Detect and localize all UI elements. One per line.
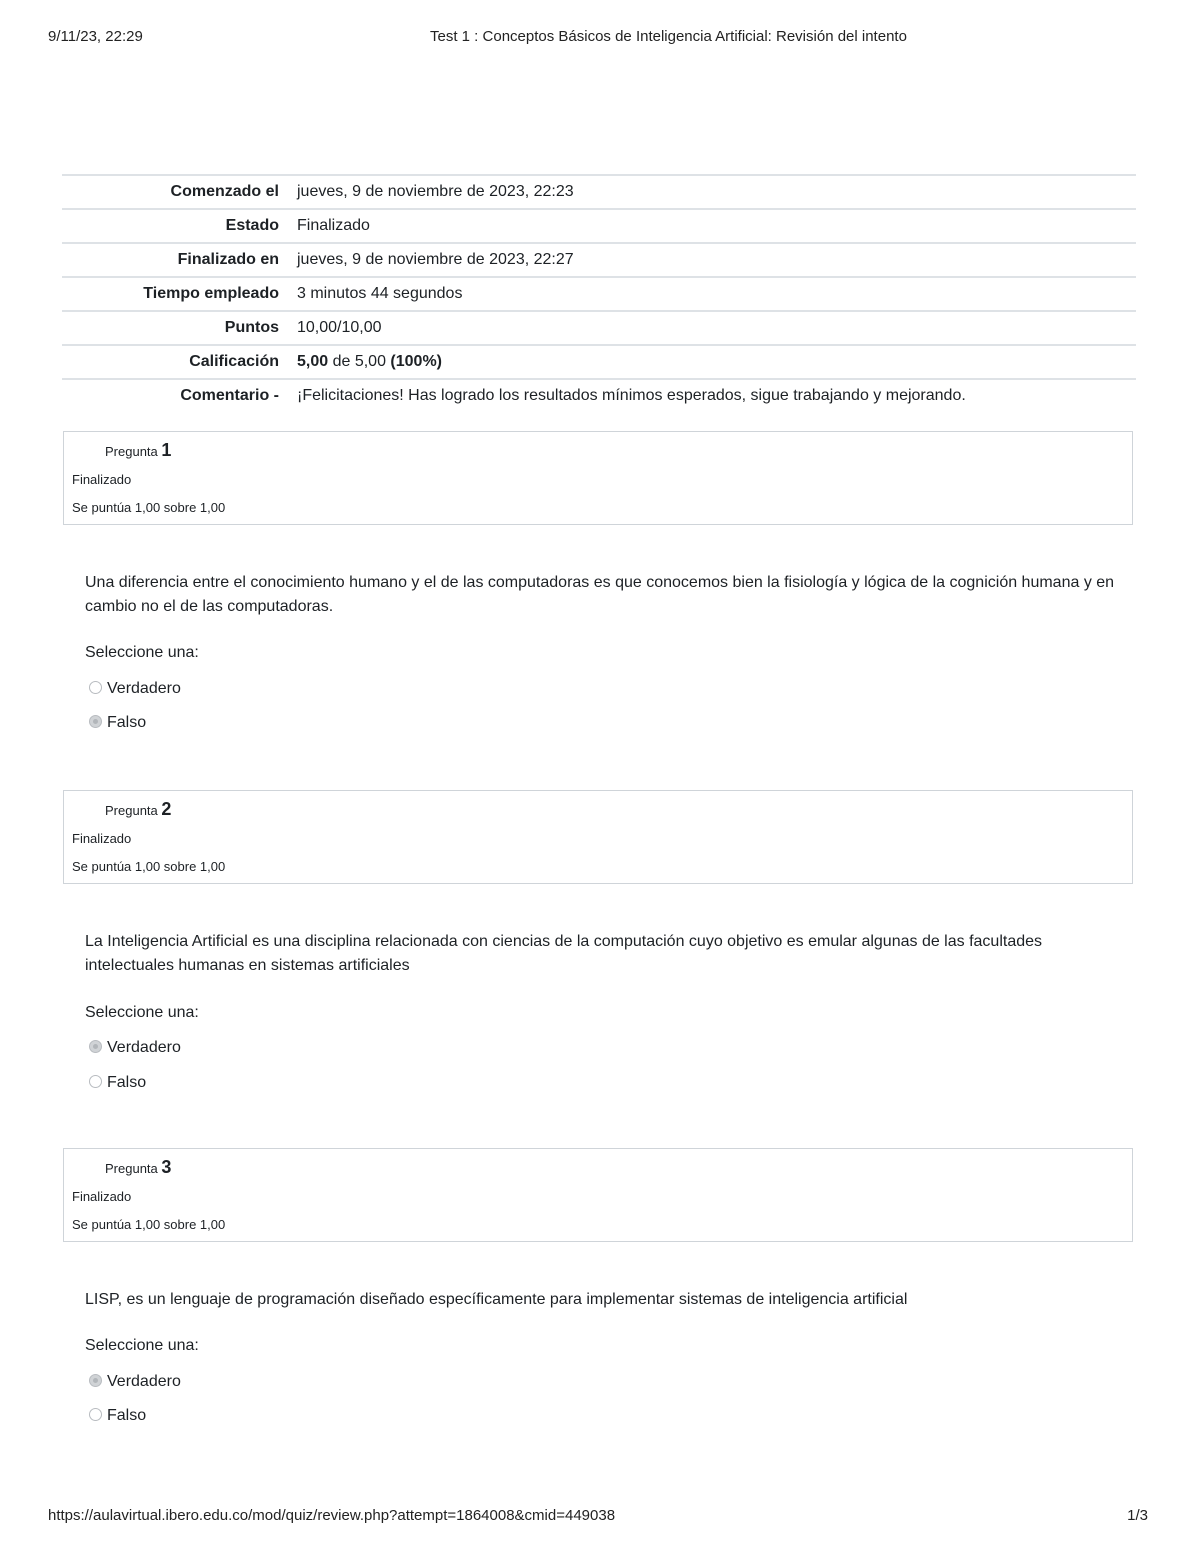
question-number [105,440,171,461]
answer-option[interactable] [89,1072,146,1094]
grade-of: de 5,00 [328,353,391,370]
summary-row [62,345,1136,379]
option-label: Verdadero [107,680,181,697]
summary-value: 10,00/10,00 [297,319,382,336]
question-grade: Se puntúa 1,00 sobre 1,00 [72,1217,226,1232]
question-number-value: 3 [161,1157,172,1177]
summary-value [295,345,1136,379]
question-prompt: Seleccione una: [85,1004,199,1021]
question-label: Pregunta [105,444,158,459]
option-label: Falso [107,1074,147,1091]
print-datetime: 9/11/23, 22:29 [48,28,143,45]
summary-value: Finalizado [297,217,370,234]
summary-row [62,175,1136,209]
attempt-summary-table [62,174,1136,412]
summary-label: Finalizado en [177,251,279,268]
question-state: Finalizado [72,472,132,487]
grade-percent: (100%) [390,353,442,370]
summary-value: ¡Felicitaciones! Has logrado los resultados mínimos esperados, sigue trabajando y mejorando. [297,387,966,404]
question-label: Pregunta [105,803,158,818]
question-text: Una diferencia entre el conocimiento humano y el de las computadoras es que conocemos bien la fisiología y lógica de la cognición humana y en cambio no el de las computadoras. [85,574,1115,615]
summary-label: Calificación [189,353,279,370]
option-label: Verdadero [107,1373,181,1390]
question-prompt: Seleccione una: [85,1337,199,1354]
summary-value: jueves, 9 de noviembre de 2023, 22:27 [297,251,574,268]
summary-value: jueves, 9 de noviembre de 2023, 22:23 [297,183,574,200]
question-info-box [63,790,1133,884]
question-info-box [63,1148,1133,1242]
radio-button-checked[interactable] [89,1040,102,1053]
question-number-value: 1 [161,440,172,460]
question-number [105,1157,171,1178]
answer-option[interactable] [89,1371,181,1393]
question-number-value: 2 [161,799,172,819]
summary-label: Estado [225,217,279,234]
radio-button[interactable] [89,681,102,694]
radio-button[interactable] [89,1075,102,1088]
page-number: 1/3 [1127,1507,1148,1524]
summary-row [62,277,1136,311]
summary-label: Tiempo empleado [143,285,279,302]
summary-row [62,243,1136,277]
question-label: Pregunta [105,1161,158,1176]
question-text: La Inteligencia Artificial es una disciplina relacionada con ciencias de la computación cuyo objetivo es emular algunas de las facultades intelectuales humanas en sistemas artificiales [85,933,1043,974]
print-header [48,28,1152,48]
print-footer [48,1507,1152,1527]
grade-score: 5,00 [297,353,329,370]
option-label: Verdadero [107,1039,181,1056]
summary-row [62,379,1136,412]
radio-button[interactable] [89,1408,102,1421]
answer-option[interactable] [89,1405,146,1427]
summary-label: Puntos [224,319,279,336]
answer-option[interactable] [89,678,181,700]
question-info-box [63,431,1133,525]
answer-option[interactable] [89,712,146,734]
page-url: https://aulavirtual.ibero.edu.co/mod/quiz/review.php?attempt=1864008&cmid=449038 [48,1507,616,1524]
question-state: Finalizado [72,831,132,846]
option-label: Falso [107,714,147,731]
question-grade: Se puntúa 1,00 sobre 1,00 [72,500,226,515]
question-number [105,799,171,820]
summary-value: 3 minutos 44 segundos [297,285,463,302]
question-grade: Se puntúa 1,00 sobre 1,00 [72,859,226,874]
option-label: Falso [107,1407,147,1424]
summary-row [62,209,1136,243]
summary-label: Comenzado el [170,183,279,200]
radio-button-checked[interactable] [89,1374,102,1387]
summary-label: Comentario - [180,387,279,404]
answer-option[interactable] [89,1037,181,1059]
summary-row [62,311,1136,345]
radio-button-checked[interactable] [89,715,102,728]
question-text: LISP, es un lenguaje de programación diseñado específicamente para implementar sistemas de inteligencia artificial [85,1291,908,1308]
question-prompt: Seleccione una: [85,644,199,661]
document-title: Test 1 : Conceptos Básicos de Inteligencia Artificial: Revisión del intento [430,28,907,45]
question-state: Finalizado [72,1189,132,1204]
